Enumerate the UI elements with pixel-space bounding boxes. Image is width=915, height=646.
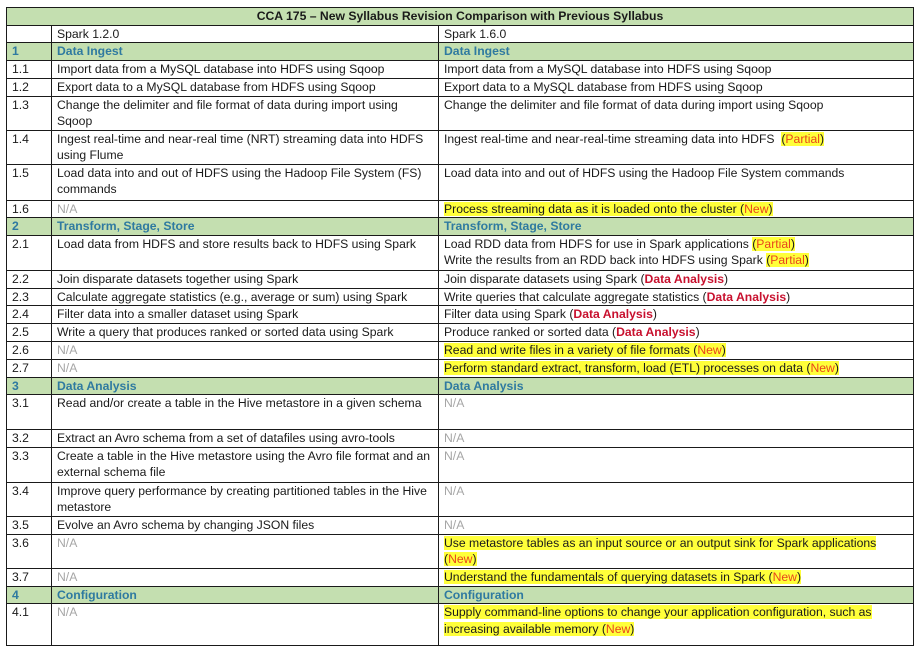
new-objective: Process streaming data as it is loaded onto the cluster (New) — [439, 200, 914, 218]
new-tag: New — [697, 343, 722, 357]
row-number: 2.1 — [7, 235, 52, 270]
section-title-old: Configuration — [52, 586, 439, 604]
table-row — [7, 235, 914, 270]
table-row — [7, 516, 914, 534]
table-row — [7, 200, 914, 218]
new-objective-text: Understand the fundamentals of querying datasets in Spark — [444, 569, 766, 584]
table-row — [7, 306, 914, 324]
table-row — [7, 430, 914, 448]
new-objective-text: Ingest real-time and near-real-time streaming data into HDFS — [444, 131, 775, 146]
row-number: 2.5 — [7, 324, 52, 342]
old-objective: Join disparate datasets together using Spark — [52, 270, 439, 288]
new-objective-text: Filter data using Spark — [444, 307, 566, 321]
new-objective: Use metastore tables as an input source or an output sink for Spark applications (New) — [439, 534, 914, 568]
table-title: CCA 175 – New Syllabus Revision Comparison with Previous Syllabus — [7, 8, 914, 26]
new-tag: New — [810, 361, 835, 375]
row-number: 1.3 — [7, 96, 52, 130]
old-objective: Improve query performance by creating partitioned tables in the Hive metastore — [52, 482, 439, 516]
table-row — [7, 395, 914, 430]
section-number: 1 — [7, 43, 52, 61]
row-number: 3.5 — [7, 516, 52, 534]
old-objective: Ingest real-time and near-real time (NRT) streaming data into HDFS using Flume — [52, 130, 439, 164]
section-number: 2 — [7, 218, 52, 236]
old-objective: Create a table in the Hive metastore using the Avro file format and an external schema file — [52, 447, 439, 482]
old-objective: Load data into and out of HDFS using the Hadoop File System (FS) commands — [52, 164, 439, 200]
section-title-old: Data Analysis — [52, 377, 439, 395]
row-number: 2.6 — [7, 342, 52, 360]
row-number: 2.3 — [7, 288, 52, 306]
row-number: 2.2 — [7, 270, 52, 288]
table-row — [7, 447, 914, 482]
table-row — [7, 604, 914, 646]
old-objective: Filter data into a smaller dataset using Spark — [52, 306, 439, 324]
row-number: 1.5 — [7, 164, 52, 200]
new-objective-na: N/A — [439, 430, 914, 448]
row-number: 3.3 — [7, 447, 52, 482]
table-row — [7, 164, 914, 200]
row-number: 1.1 — [7, 60, 52, 78]
row-number: 3.7 — [7, 568, 52, 586]
old-objective: Load data from HDFS and store results back to HDFS using Spark — [52, 235, 439, 270]
old-objective-na: N/A — [52, 360, 439, 378]
new-objective: Filter data using Spark (Data Analysis) — [439, 306, 914, 324]
data-analysis-tag: Data Analysis — [573, 307, 653, 321]
new-tag: New — [772, 569, 797, 584]
old-objective: Export data to a MySQL database from HDFS using Sqoop — [52, 78, 439, 96]
section-title-new: Data Ingest — [439, 43, 914, 61]
table-row — [7, 130, 914, 164]
section-row-data-analysis — [7, 377, 914, 395]
version-header-row — [7, 25, 914, 43]
row-number: 4.1 — [7, 604, 52, 646]
old-objective: Import data from a MySQL database into HDFS using Sqoop — [52, 60, 439, 78]
table-row — [7, 568, 914, 586]
old-objective-na: N/A — [52, 200, 439, 218]
data-analysis-tag: Data Analysis — [644, 271, 725, 286]
table-row — [7, 270, 914, 288]
old-objective-na: N/A — [52, 568, 439, 586]
new-tag: New — [605, 621, 631, 636]
new-objective-text: Supply command-line options to change your application configuration, such as increasing available memory — [444, 605, 872, 636]
row-number: 3.6 — [7, 534, 52, 568]
new-objective-text: Use metastore tables as an input source or an output sink for Spark applications — [444, 535, 877, 550]
row-number: 2.7 — [7, 360, 52, 378]
new-objective: Read and write files in a variety of file formats (New) — [439, 342, 914, 360]
new-objective: Perform standard extract, transform, load (ETL) processes on data (New) — [439, 360, 914, 378]
new-objective: Produce ranked or sorted data (Data Analysis) — [439, 324, 914, 342]
old-objective-na: N/A — [52, 604, 439, 646]
old-objective: Extract an Avro schema from a set of datafiles using avro-tools — [52, 430, 439, 448]
new-objective — [439, 235, 914, 270]
new-objective-text: Process streaming data as it is loaded onto the cluster — [444, 201, 737, 216]
section-number: 4 — [7, 586, 52, 604]
new-objective-text: Join disparate datasets using Spark — [444, 271, 638, 286]
section-title-new: Configuration — [439, 586, 914, 604]
new-objective-na: N/A — [439, 516, 914, 534]
old-objective: Change the delimiter and file format of data during import using Sqoop — [52, 96, 439, 130]
partial-tag: (Partial) — [781, 131, 825, 146]
section-title-old: Transform, Stage, Store — [52, 218, 439, 236]
new-objective: Understand the fundamentals of querying datasets in Spark (New) — [439, 568, 914, 586]
table-row — [7, 324, 914, 342]
new-objective-text: Perform standard extract, transform, load (ETL) processes on data — [444, 361, 804, 375]
row-number: 1.6 — [7, 200, 52, 218]
section-title-new: Data Analysis — [439, 377, 914, 395]
old-objective-na: N/A — [52, 534, 439, 568]
section-row-configuration — [7, 586, 914, 604]
table-row — [7, 78, 914, 96]
new-objective-text: Write queries that calculate aggregate statistics — [444, 289, 700, 304]
new-objective-na: N/A — [439, 482, 914, 516]
table-row — [7, 482, 914, 516]
table-row — [7, 534, 914, 568]
section-title-old: Data Ingest — [52, 43, 439, 61]
old-objective-na: N/A — [52, 342, 439, 360]
new-objective-na: N/A — [439, 395, 914, 430]
table-row — [7, 60, 914, 78]
new-objective: Change the delimiter and file format of data during import using Sqoop — [439, 96, 914, 130]
table-row — [7, 96, 914, 130]
section-row-data-ingest — [7, 43, 914, 61]
new-objective-na: N/A — [439, 447, 914, 482]
new-tag: New — [744, 201, 769, 216]
new-objective: Write queries that calculate aggregate statistics (Data Analysis) — [439, 288, 914, 306]
row-number: 3.2 — [7, 430, 52, 448]
row-number: 3.4 — [7, 482, 52, 516]
new-objective: Supply command-line options to change your application configuration, such as increasing available memory (New) — [439, 604, 914, 646]
number-column-header — [7, 25, 52, 43]
table-title-row — [7, 8, 914, 26]
old-objective: Evolve an Avro schema by changing JSON files — [52, 516, 439, 534]
new-tag: New — [448, 552, 473, 566]
row-number: 2.4 — [7, 306, 52, 324]
new-version-header: Spark 1.6.0 — [439, 25, 914, 43]
old-objective: Read and/or create a table in the Hive metastore in a given schema — [52, 395, 439, 430]
row-number: 1.4 — [7, 130, 52, 164]
table-row — [7, 288, 914, 306]
old-objective: Write a query that produces ranked or sorted data using Spark — [52, 324, 439, 342]
old-objective: Calculate aggregate statistics (e.g., average or sum) using Spark — [52, 288, 439, 306]
row-number: 3.1 — [7, 395, 52, 430]
data-analysis-tag: Data Analysis — [706, 289, 787, 304]
new-objective: Export data to a MySQL database from HDFS using Sqoop — [439, 78, 914, 96]
new-objective: Import data from a MySQL database into HDFS using Sqoop — [439, 60, 914, 78]
partial-tag: (Partial) — [766, 253, 809, 267]
new-objective-text: Load RDD data from HDFS for use in Spark applications — [444, 236, 749, 251]
new-objective — [439, 130, 914, 164]
new-objective-text: Read and write files in a variety of file formats — [444, 343, 690, 357]
section-title-new: Transform, Stage, Store — [439, 218, 914, 236]
new-objective-text-2: Write the results from an RDD back into HDFS using Spark — [444, 253, 763, 267]
row-number: 1.2 — [7, 78, 52, 96]
old-version-header: Spark 1.2.0 — [52, 25, 439, 43]
new-objective-text: Produce ranked or sorted data — [444, 325, 609, 339]
table-row — [7, 360, 914, 378]
data-analysis-tag: Data Analysis — [616, 325, 696, 339]
syllabus-comparison-table — [6, 7, 914, 646]
section-number: 3 — [7, 377, 52, 395]
section-row-transform-stage-store — [7, 218, 914, 236]
partial-tag: (Partial) — [752, 236, 795, 251]
table-row — [7, 342, 914, 360]
new-objective: Load data into and out of HDFS using the Hadoop File System commands — [439, 164, 914, 200]
new-objective: Join disparate datasets using Spark (Data Analysis) — [439, 270, 914, 288]
